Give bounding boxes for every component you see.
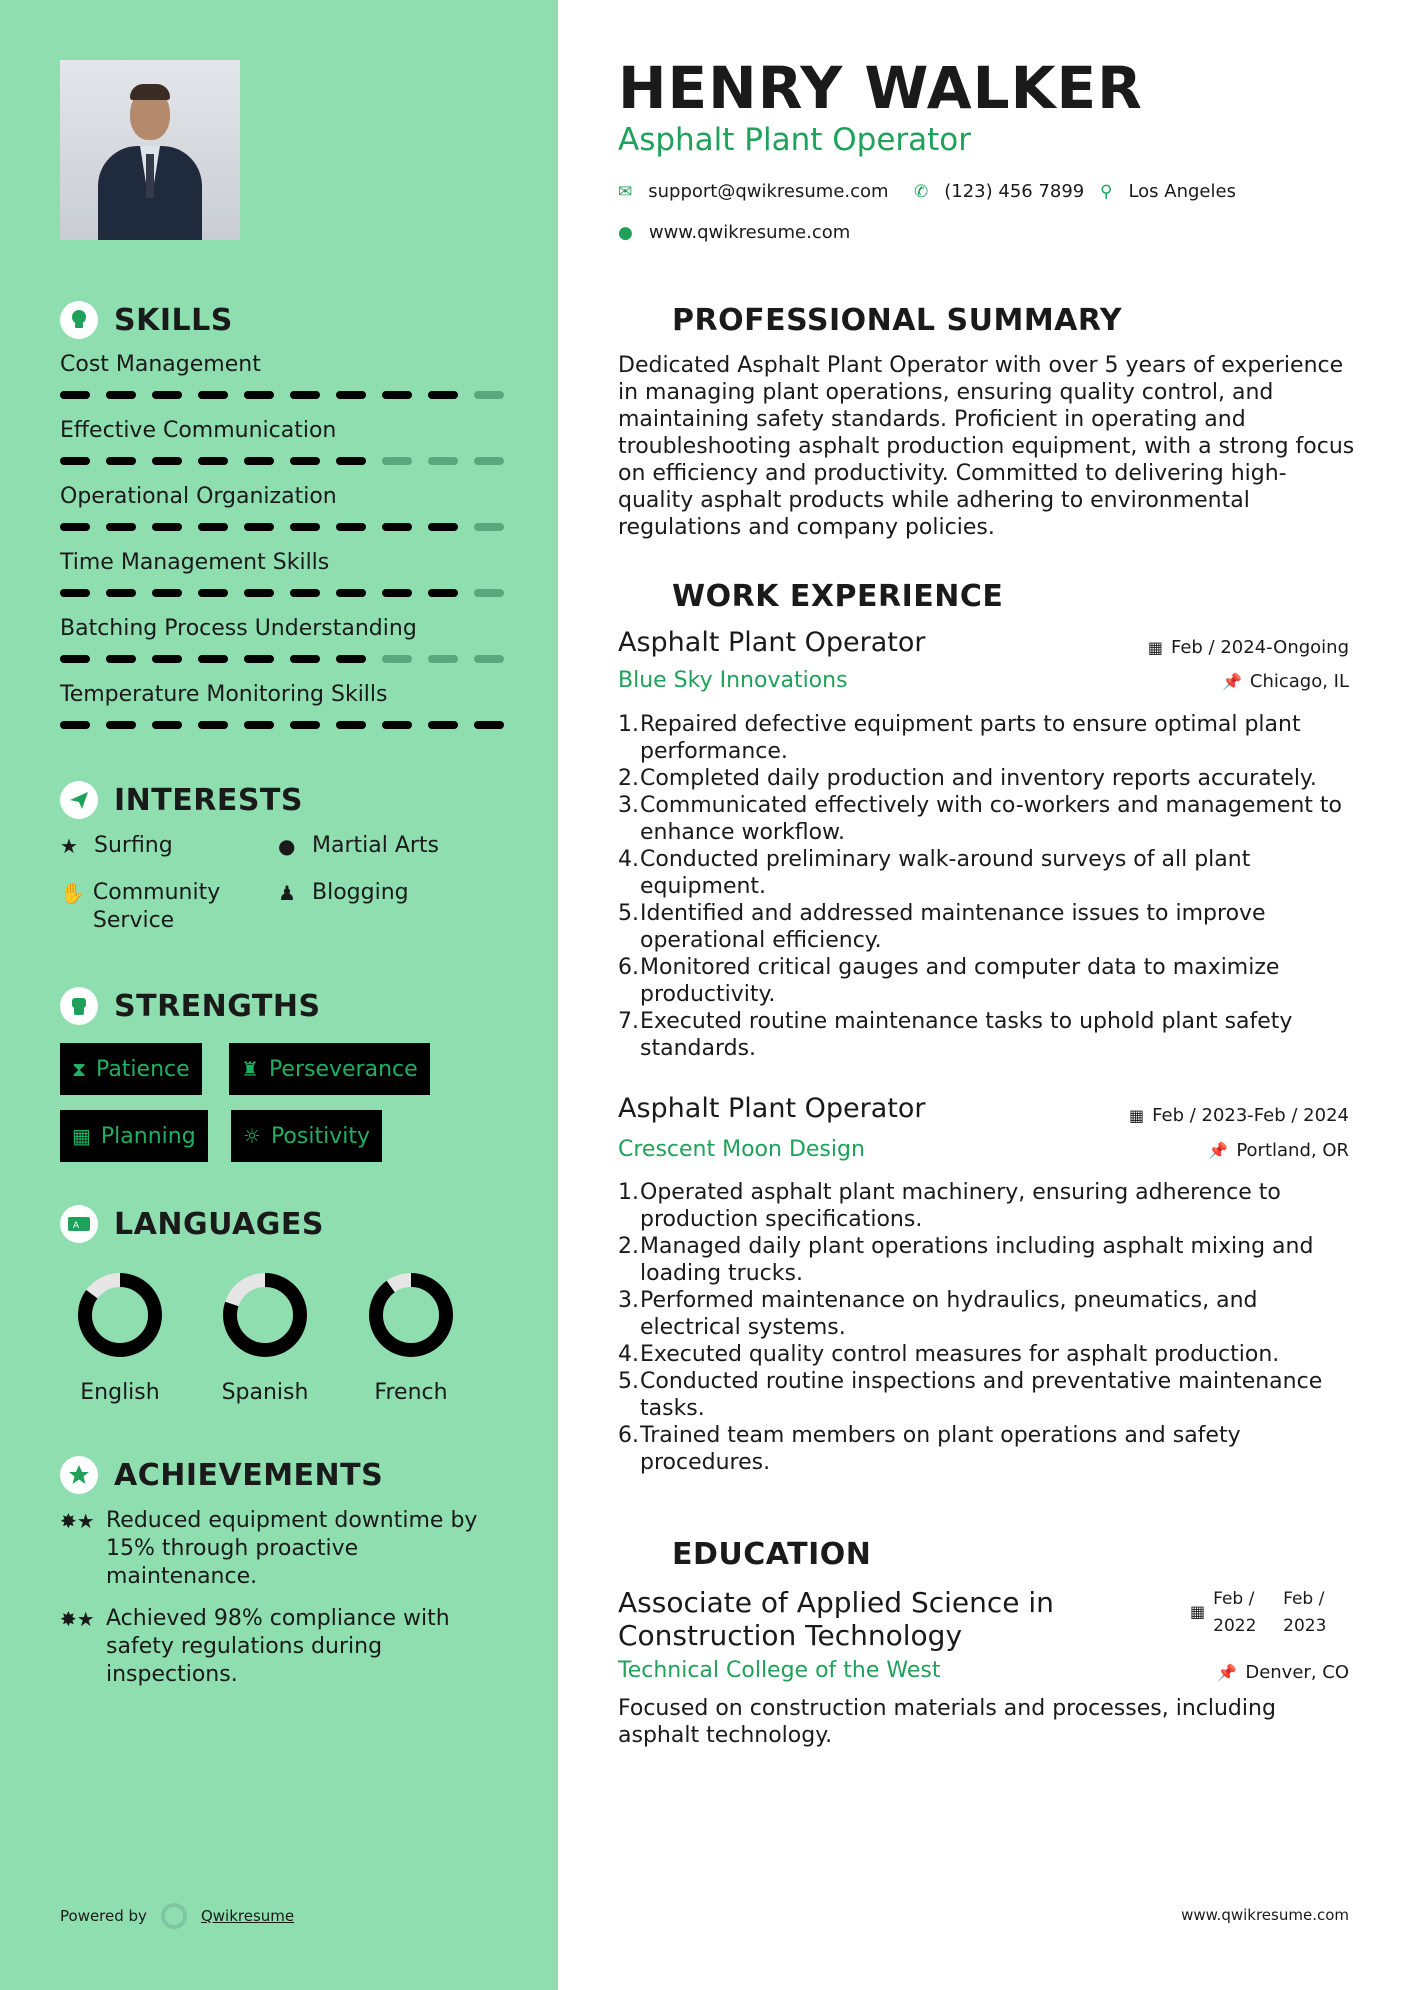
skill-name: Effective Communication [60, 418, 337, 443]
skill-dash [290, 523, 320, 531]
powered-by: Powered by Qwikresume [60, 1903, 294, 1929]
skill-dash [152, 655, 182, 663]
skill-dash [428, 721, 458, 729]
summary-heading: PROFESSIONAL SUMMARY [618, 301, 1122, 339]
skill-name: Time Management Skills [60, 550, 330, 575]
skill-level-bar [60, 457, 504, 465]
hand-icon: ✋ [60, 881, 85, 905]
skill-dash [428, 655, 458, 663]
skill-dash [290, 391, 320, 399]
calendar-icon: ▦ [72, 1124, 91, 1148]
globe-icon: ● [618, 222, 633, 243]
skill-dash [106, 523, 136, 531]
skill-dash [336, 721, 366, 729]
skill-dash [244, 391, 274, 399]
list-item: 1. Operated asphalt plant machinery, ensuring adherence to production specifications. [618, 1180, 1281, 1232]
skill-dash [152, 721, 182, 729]
pushpin-icon: 📌 [1221, 672, 1242, 691]
skill-dash [106, 655, 136, 663]
skill-dash [60, 391, 90, 399]
calendar-icon: ▦ [1190, 1602, 1206, 1621]
language-ring [220, 1270, 310, 1360]
skill-dash [474, 457, 504, 465]
skill-dash [60, 589, 90, 597]
skill-dash [106, 391, 136, 399]
skill-level-bar [60, 589, 504, 597]
map-pin-icon: ⚲ [1100, 181, 1113, 202]
list-item: 2. Completed daily production and inventory reports accurately. [618, 766, 1317, 791]
skill-dash [336, 523, 366, 531]
candidate-name: HENRY WALKER [618, 54, 1143, 122]
interest-item: ♟ Blogging [278, 880, 409, 905]
svg-text:A: A [73, 1221, 80, 1231]
language-ring [75, 1270, 165, 1360]
skill-dash [382, 589, 412, 597]
skill-dash [290, 457, 320, 465]
interests-heading: INTERESTS [60, 781, 303, 819]
language-ring [366, 1270, 456, 1360]
skill-level-bar [60, 391, 504, 399]
strength-tag: ⧗ Patience [60, 1043, 202, 1095]
skill-name: Operational Organization [60, 484, 337, 509]
skill-name: Cost Management [60, 352, 261, 377]
contact-website: ● www.qwikresume.com [618, 222, 851, 243]
skill-dash [244, 589, 274, 597]
interest-item: ✋ Community Service [60, 880, 221, 933]
education-school: Technical College of the West [618, 1658, 941, 1683]
list-item: 1. Repaired defective equipment parts to ensure optimal plant performance. [618, 712, 1301, 764]
users-icon: ♟ [278, 881, 296, 905]
list-item: 2. Managed daily plant operations including asphalt mixing and loading trucks. [618, 1234, 1314, 1286]
education-dates: ▦ Feb / 2022 Feb / 2023 [1190, 1586, 1353, 1640]
skill-dash [152, 457, 182, 465]
list-item: 5. Conducted routine inspections and preventative maintenance tasks. [618, 1369, 1323, 1421]
strength-tag: ▦ Planning [60, 1110, 208, 1162]
summary-text: Dedicated Asphalt Plant Operator with over 5 years of experience in managing plant operations, ensuring quality control, and maintaining safety standards. Proficient in operating and troubleshooting asphalt production equipment, with a strong focus on efficiency and productivity. Committed to delivering high-quality asphalt products while adhering to environmental regulations and company policies. [618, 353, 1355, 540]
pushpin-icon: 📌 [1208, 1141, 1229, 1160]
skill-dash [336, 655, 366, 663]
job-location: 📌 Portland, OR [1208, 1140, 1349, 1161]
skill-dash [474, 589, 504, 597]
skill-dash [198, 655, 228, 663]
education-description: Focused on construction materials and processes, including asphalt technology. [618, 1696, 1276, 1748]
binoculars-icon: ♜ [241, 1057, 259, 1081]
list-item: 7. Executed routine maintenance tasks to uphold plant safety standards. [618, 1009, 1293, 1061]
list-item: 3. Communicated effectively with co-workers and management to enhance workflow. [618, 793, 1343, 845]
calendar-icon: ▦ [1147, 638, 1163, 657]
job-bullets [618, 711, 1358, 1062]
skill-dash [198, 457, 228, 465]
experience-heading: WORK EXPERIENCE [618, 577, 1003, 615]
envelope-icon: ✉ [618, 181, 633, 202]
pushpin-icon: 📌 [1217, 1663, 1238, 1682]
skill-dash [290, 655, 320, 663]
contact-phone: ✆ (123) 456 7899 [914, 181, 1085, 202]
interest-item: ● Martial Arts [278, 833, 440, 858]
job-title: Asphalt Plant Operator [618, 627, 926, 658]
achievement-item: ✸★ Achieved 98% compliance with safety regulations during inspections. [60, 1606, 450, 1687]
skill-dash [474, 523, 504, 531]
skill-dash [152, 391, 182, 399]
skill-level-bar [60, 523, 504, 531]
skill-dash [244, 721, 274, 729]
skill-dash [428, 589, 458, 597]
sidebar [0, 0, 558, 1990]
strength-tag: ♜ Perseverance [229, 1043, 430, 1095]
skill-dash [244, 655, 274, 663]
achievements-heading: ACHIEVEMENTS [60, 1456, 383, 1494]
fist-icon [60, 987, 98, 1025]
skill-dash [198, 589, 228, 597]
star-badge-icon [60, 1456, 98, 1494]
footer-url[interactable]: www.qwikresume.com [1181, 1906, 1349, 1924]
job-location: 📌 Chicago, IL [1221, 671, 1349, 692]
skill-dash [382, 523, 412, 531]
skill-dash [428, 457, 458, 465]
skill-dash [336, 589, 366, 597]
skill-dash [382, 457, 412, 465]
languages-heading: A LANGUAGES [60, 1205, 324, 1243]
skill-dash [382, 721, 412, 729]
list-item: 3. Performed maintenance on hydraulics, pneumatics, and electrical systems. [618, 1288, 1258, 1340]
list-item: 6. Trained team members on plant operations and safety procedures. [618, 1423, 1241, 1475]
calendar-icon: ▦ [1129, 1106, 1145, 1125]
skill-dash [106, 589, 136, 597]
list-item: 6. Monitored critical gauges and computer data to maximize productivity. [618, 955, 1280, 1007]
strength-tag: ☼ Positivity [231, 1110, 382, 1162]
list-item: 5. Identified and addressed maintenance issues to improve operational efficiency. [618, 901, 1266, 953]
achievement-item: ✸★ Reduced equipment downtime by 15% through proactive maintenance. [60, 1508, 478, 1589]
skill-dash [60, 655, 90, 663]
briefcase-chair-icon [618, 577, 656, 615]
candidate-role: Asphalt Plant Operator [618, 122, 972, 158]
skill-dash [244, 523, 274, 531]
skill-level-bar [60, 655, 504, 663]
skill-name: Batching Process Understanding [60, 616, 417, 641]
skill-dash [428, 523, 458, 531]
language-icon [60, 1205, 98, 1243]
skills-heading: SKILLS [60, 301, 233, 339]
language-ring-fill [376, 1280, 446, 1350]
skill-dash [198, 721, 228, 729]
language-item: English [45, 1270, 195, 1405]
skill-dash [106, 721, 136, 729]
skill-dash [244, 457, 274, 465]
list-item: 4. Executed quality control measures for asphalt production. [618, 1342, 1280, 1367]
skill-dash [152, 523, 182, 531]
language-item: French [336, 1270, 486, 1405]
trophy-star-icon: ✸★ [60, 1607, 95, 1631]
education-degree: Associate of Applied Science in Construction Technology [618, 1586, 1054, 1652]
job-title: Asphalt Plant Operator [618, 1093, 926, 1124]
sun-icon: ☼ [243, 1124, 261, 1148]
skill-dash [60, 523, 90, 531]
contact-location: ⚲ Los Angeles [1100, 181, 1236, 202]
skill-dash [336, 391, 366, 399]
list-item: 4. Conducted preliminary walk-around surveys of all plant equipment. [618, 847, 1251, 899]
skill-dash [382, 655, 412, 663]
phone-icon: ✆ [914, 181, 929, 202]
job-company: Crescent Moon Design [618, 1137, 865, 1162]
strengths-heading: STRENGTHS [60, 987, 321, 1025]
skill-dash [198, 391, 228, 399]
skill-dash [290, 589, 320, 597]
profile-photo [60, 60, 240, 240]
skill-dash [474, 391, 504, 399]
lightbulb-icon [60, 301, 98, 339]
graduate-icon [618, 1535, 656, 1573]
skill-dash [106, 457, 136, 465]
education-heading: EDUCATION [618, 1535, 871, 1573]
trophy-star-icon: ✸★ [60, 1509, 95, 1533]
job-bullets [618, 1179, 1358, 1476]
skill-dash [428, 391, 458, 399]
qwikresume-link[interactable]: Qwikresume [200, 1907, 295, 1925]
job-date: ▦ Feb / 2024-Ongoing [1147, 637, 1349, 658]
skill-dash [382, 391, 412, 399]
education-location: 📌 Denver, CO [1217, 1662, 1349, 1683]
interest-item: ★ Surfing [60, 833, 173, 858]
language-item: Spanish [190, 1270, 340, 1405]
star-icon: ★ [60, 834, 78, 858]
job-date: ▦ Feb / 2023-Feb / 2024 [1129, 1105, 1349, 1126]
skill-dash [474, 655, 504, 663]
skill-dash [290, 721, 320, 729]
skill-name: Temperature Monitoring Skills [60, 682, 388, 707]
skill-dash [336, 457, 366, 465]
contact-email: ✉ support@qwikresume.com [618, 181, 889, 202]
globe-icon: ● [278, 834, 296, 858]
skill-dash [474, 721, 504, 729]
skill-dash [60, 721, 90, 729]
job-company: Blue Sky Innovations [618, 668, 848, 693]
skill-dash [152, 589, 182, 597]
skill-dash [60, 457, 90, 465]
skill-dash [198, 523, 228, 531]
user-icon [618, 301, 656, 339]
qwikresume-logo-icon [161, 1903, 187, 1929]
paper-plane-icon [60, 781, 98, 819]
hourglass-icon: ⧗ [72, 1057, 87, 1081]
skill-level-bar [60, 721, 504, 729]
